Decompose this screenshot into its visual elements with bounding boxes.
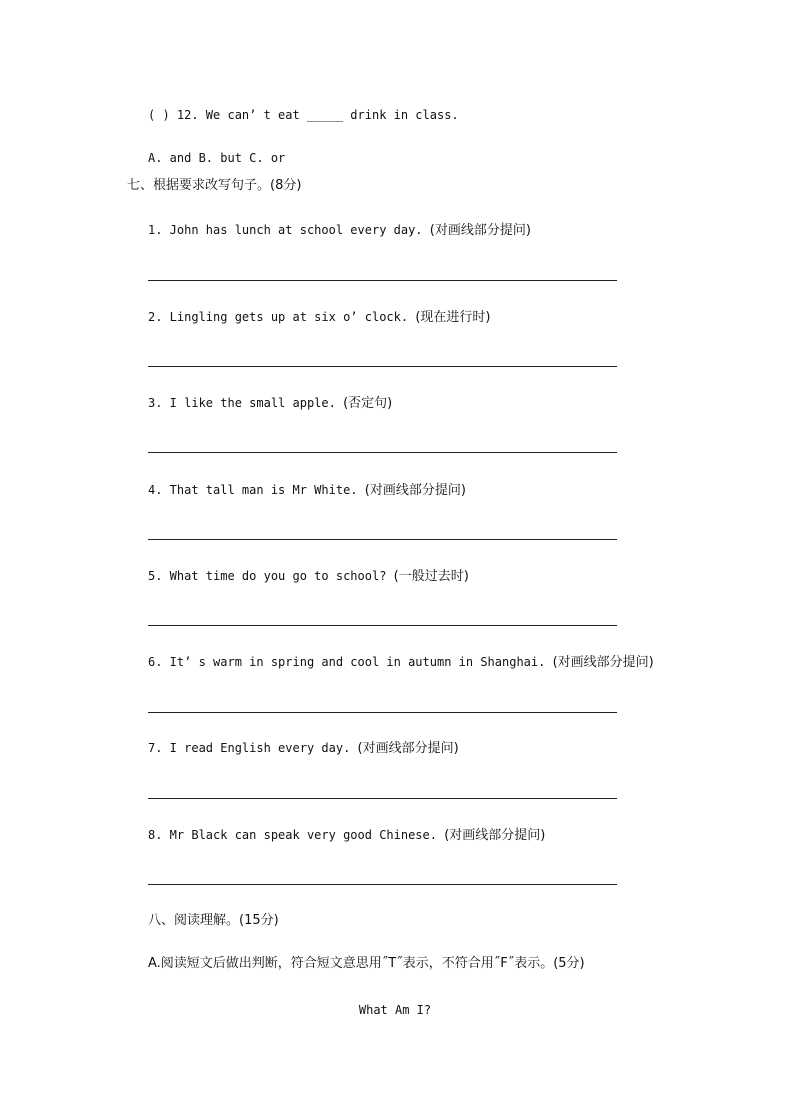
rewrite-item-4 xyxy=(148,482,466,499)
rewrite-item-4-note: (对画线部分提问) xyxy=(364,483,466,498)
answer-line-5[interactable] xyxy=(148,625,617,626)
rewrite-item-1-note: (对画线部分提问) xyxy=(429,223,531,238)
answer-line-7[interactable] xyxy=(148,798,617,799)
rewrite-item-7-note: (对画线部分提问) xyxy=(357,741,459,756)
answer-line-4[interactable] xyxy=(148,539,617,540)
answer-line-6[interactable] xyxy=(148,712,617,713)
rewrite-item-5-text: 5. What time do you go to school? xyxy=(148,569,387,583)
rewrite-item-1-text: 1. John has lunch at school every day. xyxy=(148,223,423,237)
rewrite-item-2-text: 2. Lingling gets up at six o’ clock. xyxy=(148,310,409,324)
answer-line-2[interactable] xyxy=(148,366,617,367)
question-12-stem: ( ) 12. We can’ t eat _____ drink in class. xyxy=(148,108,459,122)
rewrite-item-2-note: (现在进行时) xyxy=(415,310,491,325)
answer-line-3[interactable] xyxy=(148,452,617,453)
rewrite-item-5 xyxy=(148,568,469,585)
rewrite-item-7 xyxy=(148,740,459,757)
rewrite-item-3 xyxy=(148,395,392,412)
rewrite-item-6-text: 6. It’ s warm in spring and cool in autumn in Shanghai. xyxy=(148,655,546,669)
rewrite-item-1 xyxy=(148,222,531,239)
rewrite-item-8-text: 8. Mr Black can speak very good Chinese. xyxy=(148,828,437,842)
rewrite-item-8 xyxy=(148,827,545,844)
rewrite-item-4-text: 4. That tall man is Mr White. xyxy=(148,483,358,497)
rewrite-item-3-text: 3. I like the small apple. xyxy=(148,396,336,410)
rewrite-item-6-note: (对画线部分提问) xyxy=(552,655,654,670)
rewrite-item-8-note: (对画线部分提问) xyxy=(444,828,546,843)
rewrite-item-2 xyxy=(148,309,490,326)
rewrite-item-6 xyxy=(148,654,654,671)
section-8-heading: 八、阅读理解。(15分) xyxy=(148,913,279,928)
question-12-options: A. and B. but C. or xyxy=(148,151,286,165)
section-8-part-a-instructions: A.阅读短文后做出判断，符合短文意思用˝T˝表示，不符合用˝F˝表示。(5分) xyxy=(148,956,585,971)
answer-line-8[interactable] xyxy=(148,884,617,885)
section-7-heading: 七、根据要求改写句子。(8分) xyxy=(127,178,302,193)
answer-line-1[interactable] xyxy=(148,280,617,281)
rewrite-item-7-text: 7. I read English every day. xyxy=(148,741,351,755)
rewrite-item-5-note: (一般过去时) xyxy=(393,569,469,584)
passage-title: What Am I? xyxy=(358,1003,432,1017)
rewrite-item-3-note: (否定句) xyxy=(343,396,393,411)
